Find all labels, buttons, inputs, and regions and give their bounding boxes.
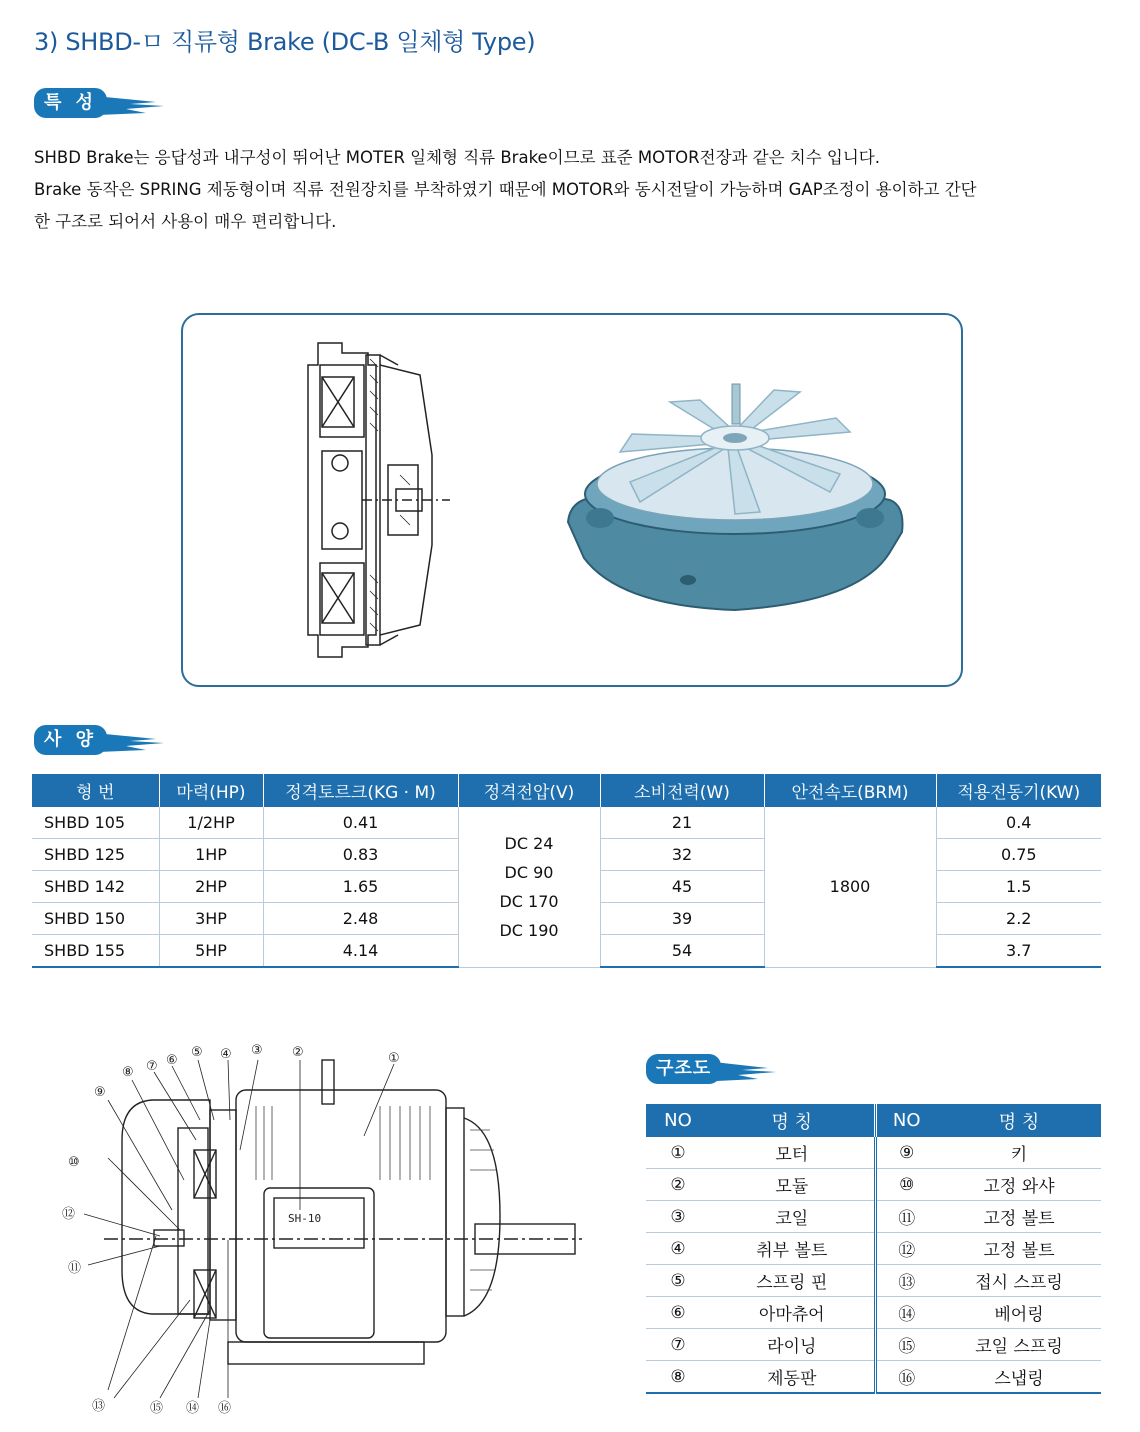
parts-table bbox=[646, 1104, 1101, 1394]
callout-11: ⑪ bbox=[68, 1261, 82, 1276]
spec-table bbox=[32, 774, 1101, 968]
part-no: ① bbox=[646, 1137, 710, 1169]
part-name: 아마츄어 bbox=[710, 1297, 875, 1329]
part-name: 모듈 bbox=[710, 1169, 875, 1201]
table-row bbox=[646, 1361, 1101, 1394]
callout-16: ⑯ bbox=[218, 1401, 232, 1416]
part-no: ⑭ bbox=[875, 1297, 937, 1329]
hp-cell: 5HP bbox=[159, 935, 263, 968]
kw-cell: 0.4 bbox=[936, 807, 1101, 839]
callout-12: ⑫ bbox=[62, 1207, 76, 1222]
part-no: ⑥ bbox=[646, 1297, 710, 1329]
torque-cell: 0.41 bbox=[263, 807, 458, 839]
column-header: 명 칭 bbox=[937, 1104, 1101, 1137]
description bbox=[34, 142, 1114, 238]
kw-cell: 2.2 bbox=[936, 903, 1101, 935]
motor-structure-diagram bbox=[60, 1040, 590, 1420]
part-no: ⑩ bbox=[875, 1169, 937, 1201]
part-name: 모터 bbox=[710, 1137, 875, 1169]
torque-cell: 2.48 bbox=[263, 903, 458, 935]
part-no: ⑤ bbox=[646, 1265, 710, 1297]
part-name: 제동판 bbox=[710, 1361, 875, 1394]
model-cell: SHBD 125 bbox=[32, 839, 159, 871]
part-no: ③ bbox=[646, 1201, 710, 1233]
column-header: 마력(HP) bbox=[159, 774, 263, 807]
column-header: 소비전력(W) bbox=[600, 774, 764, 807]
safe-speed-cell: 1800 bbox=[764, 807, 936, 967]
hp-cell: 2HP bbox=[159, 871, 263, 903]
part-name: 스프링 핀 bbox=[710, 1265, 875, 1297]
part-name: 고정 볼트 bbox=[937, 1201, 1101, 1233]
part-no: ⑯ bbox=[875, 1361, 937, 1394]
part-no: ⑬ bbox=[875, 1265, 937, 1297]
table-row bbox=[32, 807, 1101, 839]
torque-cell: 4.14 bbox=[263, 935, 458, 968]
power-cell: 39 bbox=[600, 903, 764, 935]
table-row bbox=[646, 1169, 1101, 1201]
part-name: 스냅링 bbox=[937, 1361, 1101, 1394]
power-cell: 45 bbox=[600, 871, 764, 903]
model-cell: SHBD 155 bbox=[32, 935, 159, 968]
part-name: 고정 볼트 bbox=[937, 1233, 1101, 1265]
callout-1: ① bbox=[388, 1051, 400, 1066]
part-name: 코일 bbox=[710, 1201, 875, 1233]
description-line: 한 구조로 되어서 사용이 매우 편리합니다. bbox=[34, 212, 337, 231]
power-cell: 32 bbox=[600, 839, 764, 871]
part-name: 라이닝 bbox=[710, 1329, 875, 1361]
spec-tag bbox=[34, 725, 164, 757]
callout-6: ⑥ bbox=[166, 1053, 178, 1068]
callout-4: ④ bbox=[220, 1047, 232, 1062]
power-cell: 54 bbox=[600, 935, 764, 968]
features-tag bbox=[34, 88, 164, 120]
part-no: ⑧ bbox=[646, 1361, 710, 1394]
features-tag-label: 특 성 bbox=[34, 88, 107, 118]
voltage-value: DC 90 bbox=[504, 862, 554, 882]
hp-cell: 1/2HP bbox=[159, 807, 263, 839]
kw-cell: 0.75 bbox=[936, 839, 1101, 871]
part-no: ⑪ bbox=[875, 1201, 937, 1233]
column-header: 명 칭 bbox=[710, 1104, 875, 1137]
callout-13: ⑬ bbox=[92, 1399, 106, 1414]
part-name: 베어링 bbox=[937, 1297, 1101, 1329]
callout-3: ③ bbox=[251, 1043, 263, 1058]
column-header: 정격전압(V) bbox=[458, 774, 600, 807]
structure-tag-label: 구조도 bbox=[646, 1054, 721, 1084]
column-header: NO bbox=[646, 1104, 710, 1137]
kw-cell: 3.7 bbox=[936, 935, 1101, 968]
column-header: 안전속도(BRM) bbox=[764, 774, 936, 807]
torque-cell: 0.83 bbox=[263, 839, 458, 871]
callout-2: ② bbox=[292, 1045, 304, 1060]
description-line: Brake 동작은 SPRING 제동형이며 직류 전원장치를 부착하였기 때문에 MOTOR와 동시전달이 가능하며 GAP조정이 용이하고 간단 bbox=[34, 180, 977, 199]
model-cell: SHBD 105 bbox=[32, 807, 159, 839]
brake-cross-section-drawing bbox=[300, 335, 450, 665]
voltage-value: DC 190 bbox=[499, 920, 559, 940]
motor-label: SH-10 bbox=[288, 1212, 322, 1225]
table-row bbox=[646, 1297, 1101, 1329]
column-header: 적용전동기(KW) bbox=[936, 774, 1101, 807]
part-name: 코일 스프링 bbox=[937, 1329, 1101, 1361]
part-name: 키 bbox=[937, 1137, 1101, 1169]
column-header: 정격토르크(KG · M) bbox=[263, 774, 458, 807]
model-cell: SHBD 150 bbox=[32, 903, 159, 935]
part-name: 고정 와샤 bbox=[937, 1169, 1101, 1201]
callout-15: ⑮ bbox=[150, 1401, 164, 1416]
table-row bbox=[646, 1201, 1101, 1233]
part-no: ④ bbox=[646, 1233, 710, 1265]
part-no: ⑦ bbox=[646, 1329, 710, 1361]
table-row bbox=[646, 1265, 1101, 1297]
table-row bbox=[646, 1233, 1101, 1265]
callout-5: ⑤ bbox=[191, 1045, 203, 1060]
callout-7: ⑦ bbox=[146, 1059, 158, 1074]
part-no: ⑨ bbox=[875, 1137, 937, 1169]
voltage-cell bbox=[458, 807, 600, 967]
model-cell: SHBD 142 bbox=[32, 871, 159, 903]
hp-cell: 3HP bbox=[159, 903, 263, 935]
table-header-row bbox=[32, 774, 1101, 807]
table-row bbox=[646, 1329, 1101, 1361]
structure-tag bbox=[646, 1054, 776, 1086]
part-no: ② bbox=[646, 1169, 710, 1201]
description-line: SHBD Brake는 응답성과 내구성이 뛰어난 MOTER 일체형 직류 Brake이므로 표준 MOTOR전장과 같은 치수 입니다. bbox=[34, 148, 880, 167]
voltage-value: DC 24 bbox=[504, 833, 554, 853]
callout-14: ⑭ bbox=[186, 1401, 200, 1416]
hp-cell: 1HP bbox=[159, 839, 263, 871]
table-header-row bbox=[646, 1104, 1101, 1137]
brake-product-illustration bbox=[560, 382, 910, 614]
callout-9: ⑨ bbox=[94, 1085, 106, 1100]
spec-tag-label: 사 양 bbox=[34, 725, 107, 755]
callout-8: ⑧ bbox=[122, 1065, 134, 1080]
table-row bbox=[646, 1137, 1101, 1169]
power-cell: 21 bbox=[600, 807, 764, 839]
torque-cell: 1.65 bbox=[263, 871, 458, 903]
voltage-value: DC 170 bbox=[499, 891, 559, 911]
part-no: ⑮ bbox=[875, 1329, 937, 1361]
part-name: 접시 스프링 bbox=[937, 1265, 1101, 1297]
callout-10: ⑩ bbox=[68, 1155, 80, 1170]
page-title: 3) SHBD-ㅁ 직류형 Brake (DC-B 일체형 Type) bbox=[34, 28, 536, 56]
part-no: ⑫ bbox=[875, 1233, 937, 1265]
column-header: 형 번 bbox=[32, 774, 159, 807]
part-name: 취부 볼트 bbox=[710, 1233, 875, 1265]
kw-cell: 1.5 bbox=[936, 871, 1101, 903]
column-header: NO bbox=[875, 1104, 937, 1137]
